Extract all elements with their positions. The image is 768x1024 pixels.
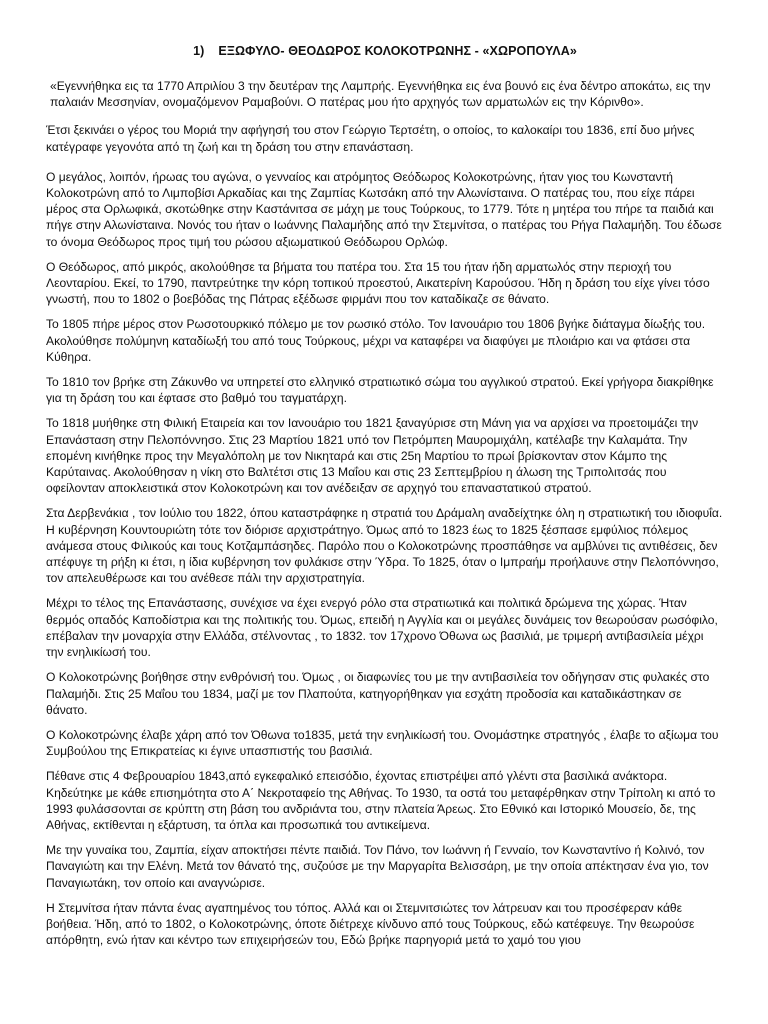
- quote-paragraph: «Εγεννήθηκα εις τα 1770 Απριλίου 3 την δευτέραν της Λαμπρής. Εγεννήθηκα εις ένα βουνό εις ένα δέντρο αποκάτω, εις την παλαιάν Μεσσηνίαν, ονομαζόμενον Ραμαβούνι. Ο πατέρας μου ήτο αρχηγός των αρματωλών εις την Κόρινθο».: [50, 79, 711, 110]
- paragraph: Το 1818 μυήθηκε στη Φιλική Εταιρεία και τον Ιανουάριο του 1821 ξαναγύρισε στη Μάνη για να αρχίσει να προετοιμάζει την Επανάσταση στην Πελοπόννησο. Στις 23 Μαρτίου 1821 υπό τον Πετρόμπεη Μαυρομιχάλη, κατέλαβε την Καλαμάτα. Την επομένη κινήθηκε προς την Μεγαλόπολη με τον Νικηταρά και στις 25η Μαρτίου το πρωί βρίσκονταν στον Κάμπο της Καρύταινας. Ακολούθησαν η νίκη στο Βαλτέτσι στις 13 Μαΐου και στις 23 Σεπτεμβρίου η άλωση της Τριπολιτσάς που οφείλονταν αποκλειστικά στον Κολοκοτρώνη και τον ανέδειξαν σε αρχηγό του επαναστατικού στρατού.: [46, 416, 699, 496]
- paragraph: Η Στεμνίτσα ήταν πάντα ένας αγαπημένος του τόπος. Αλλά και οι Στεμνιτσιώτες τον λάτρευαν και του προσέφεραν κάθε βοήθεια. Ήδη, από το 1802, ο Κολοκοτρώνης, όποτε διέτρεχε κίνδυνο από τους Τούρκους, εδώ κατέφευγε. Την θεωρούσε απόρθητη, ενώ ήταν και κέντρο των επιχειρήσεών του, Εδώ βρήκε παρηγοριά μετά το χαμό του γιου: [46, 900, 695, 948]
- paragraph: Μέχρι το τέλος της Επανάστασης, συνέχισε να έχει ενεργό ρόλο στα στρατιωτικά και πολιτικά δρώμενα της χώρας. Ήταν θερμός οπαδός Καποδίστρια και της πολιτικής του. Όμως, επειδή η Αγγλία και οι μεγάλες δυνάμεις τον θεωρούσαν ρωσόφιλο, επέβαλαν την μοναρχία στην Ελλάδα, στέλνοντας , το 1832. τον 17χρονο Όθωνα ως βασιλιά, με τριμερή αντιβασιλεία μέχρι την ενηλικίωσή του.: [46, 596, 718, 660]
- document-title: [46, 42, 724, 60]
- paragraph: Ο Κολοκοτρώνης έλαβε χάρη από τον Όθωνα το1835, μετά την ενηλικίωσή του. Ονομάστηκε στρατηγός , έλαβε το αξίωμα του Συμβούλου της Επικρατείας κι έγινε υπασπιστής του βασιλιά.: [46, 727, 719, 759]
- paragraph: Με την γυναίκα του, Ζαμπία, είχαν αποκτήσει πέντε παιδιά. Τον Πάνο, τον Ιωάννη ή Γενναίο, τον Κωνσταντίνο ή Κολινό, τον Παναγιώτη και την Ελένη. Μετά τον θάνατό της, συζούσε με την Μαργαρίτα Βελισσάρη, με την οποία απέκτησαν ένα γιο, τον Παναγιωτάκη, τον οποίο και αναγνώρισε.: [46, 843, 709, 890]
- paragraph: Ο Θεόδωρος, από μικρός, ακολούθησε τα βήματα του πατέρα του. Στα 15 του ήταν ήδη αρματωλός στην περιοχή του Λεονταρίου. Εκεί, το 1790, παντρεύτηκε την κόρη τοπικού προεστού, Αικατερίνη Καρούσου. Ήδη η δράση του είχε γίνει τόσο γνωστή, που το 1802 ο βοεβόδας της Πάτρας εξέδωσε φιρμάνι που τον καταδίκαζε σε θάνατο.: [46, 259, 710, 307]
- paragraph: Το 1810 τον βρήκε στη Ζάκυνθο να υπηρετεί στο ελληνικό στρατιωτικό σώμα του αγγλικού στρατού. Εκεί γρήγορα διακρίθηκε για τη δράση του και έφτασε στο βαθμό του ταγματάρχη.: [46, 375, 714, 406]
- title-number: 1): [193, 44, 205, 58]
- paragraph: Στα Δερβενάκια , τον Ιούλιο του 1822, όπου καταστράφηκε η στρατιά του Δράμαλη αναδείχτηκε όλη η στρατιωτική του ιδιοφυΐα. Η κυβέρνηση Κουντουριώτη τότε τον διόρισε αρχιστράτηγο. Όμως από το 1823 έως το 1825 ξέσπασε εμφύλιος πόλεμος ανάμεσα στους Φιλικούς και τους Κοτζαμπάσηδες. Παρόλο που ο Κολοκοτρώνης προσπάθησε να αμβλύνει τις αντιθέσεις, δεν απέφυγε τη ρήξη κι έτσι, η ίδια κυβέρνηση τον φυλάκισε στην Ύδρα. Το 1825, όταν ο Ιμπραήμ προήλαυνε στην Πελοπόννησο, τον απελευθέρωσε και του ανέθεσε πάλι την αρχιστρατηγία.: [46, 506, 723, 586]
- title-text: ΕΞΩΦΥΛΟ- ΘΕΟΔΩΡΟΣ ΚΟΛΟΚΟΤΡΩΝΗΣ - «ΧΩΡΟΠΟΥΛΑ»: [218, 44, 577, 58]
- paragraph: Πέθανε στις 4 Φεβρουαρίου 1843,από εγκεφαλικό επεισόδιο, έχοντας επιστρέψει από γλέντι στα βασιλικά ανάκτορα. Κηδεύτηκε με κάθε επισημότητα στο Α΄ Νεκροταφείο της Αθήνας. Το 1930, τα οστά του μεταφέρθηκαν στην Τρίπολη κι από το 1993 φυλάσσονται σε κρύπτη στη βάση του ανδριάντα του, στην πλατεία Άρεως. Στο Εθνικό και Ιστορικό Μουσείο, δε, της Αθήνας, εκτίθενται η εξάρτυση, τα όπλα και προσωπικά του αντικείμενα.: [46, 769, 716, 832]
- paragraph: Ο μεγάλος, λοιπόν, ήρωας του αγώνα, ο γενναίος και ατρόμητος Θεόδωρος Κολοκοτρώνης, ήταν γιος του Κωνσταντή Κολοκοτρώνη από το Λιμποβίσι Αρκαδίας και της Ζαμπίας Κωτσάκη από την Αλωνίσταινα. Ο πατέρας του, που είχε πάρει μέρος στα Ορλωφικά, σκοτώθηκε στην Καστάνιτσα σε μάχη με τους Τούρκους, το 1779. Τότε η μητέρα του πήρε τα παιδιά και πήγε στην Αλωνίσταινα. Νονός του ήταν ο Ιωάννης Παλαμήδης από την Στεμνίτσα, ο πατέρας του Ρήγα Παλαμήδη. Του έδωσε το όνομα Θεόδωρος προς τιμή του ρώσου αξιωματικού Θεόδωρου Ορλώφ.: [46, 169, 722, 249]
- paragraph: Ο Κολοκοτρώνης βοήθησε στην ενθρόνισή του. Όμως , οι διαφωνίες του με την αντιβασιλεία τον οδήγησαν στις φυλακές στο Παλαμήδι. Στις 25 Μαΐου του 1834, μαζί με τον Πλαπούτα, κατηγορήθηκαν για εσχάτη προδοσία και καταδικάστηκαν σε θάνατο.: [46, 670, 710, 717]
- paragraph: Έτσι ξεκινάει ο γέρος του Μοριά την αφήγησή του στον Γεώργιο Τερτσέτη, ο οποίος, το καλοκαίρι του 1836, επί δυο μήνες κατέγραφε γεγονότα από τη ζωή και τη δράση του στην επανάσταση.: [46, 123, 695, 154]
- paragraph: Το 1805 πήρε μέρος στον Ρωσοτουρκικό πόλεμο με τον ρωσικό στόλο. Τον Ιανουάριο του 1806 βγήκε διάταγμα δίωξής του. Ακολούθησε πολύμηνη καταδίωξή του από τους Τούρκους, μέχρι να καταφέρει να διαφύγει με πλοιάριο και να φτάσει στα Κύθηρα.: [46, 317, 706, 364]
